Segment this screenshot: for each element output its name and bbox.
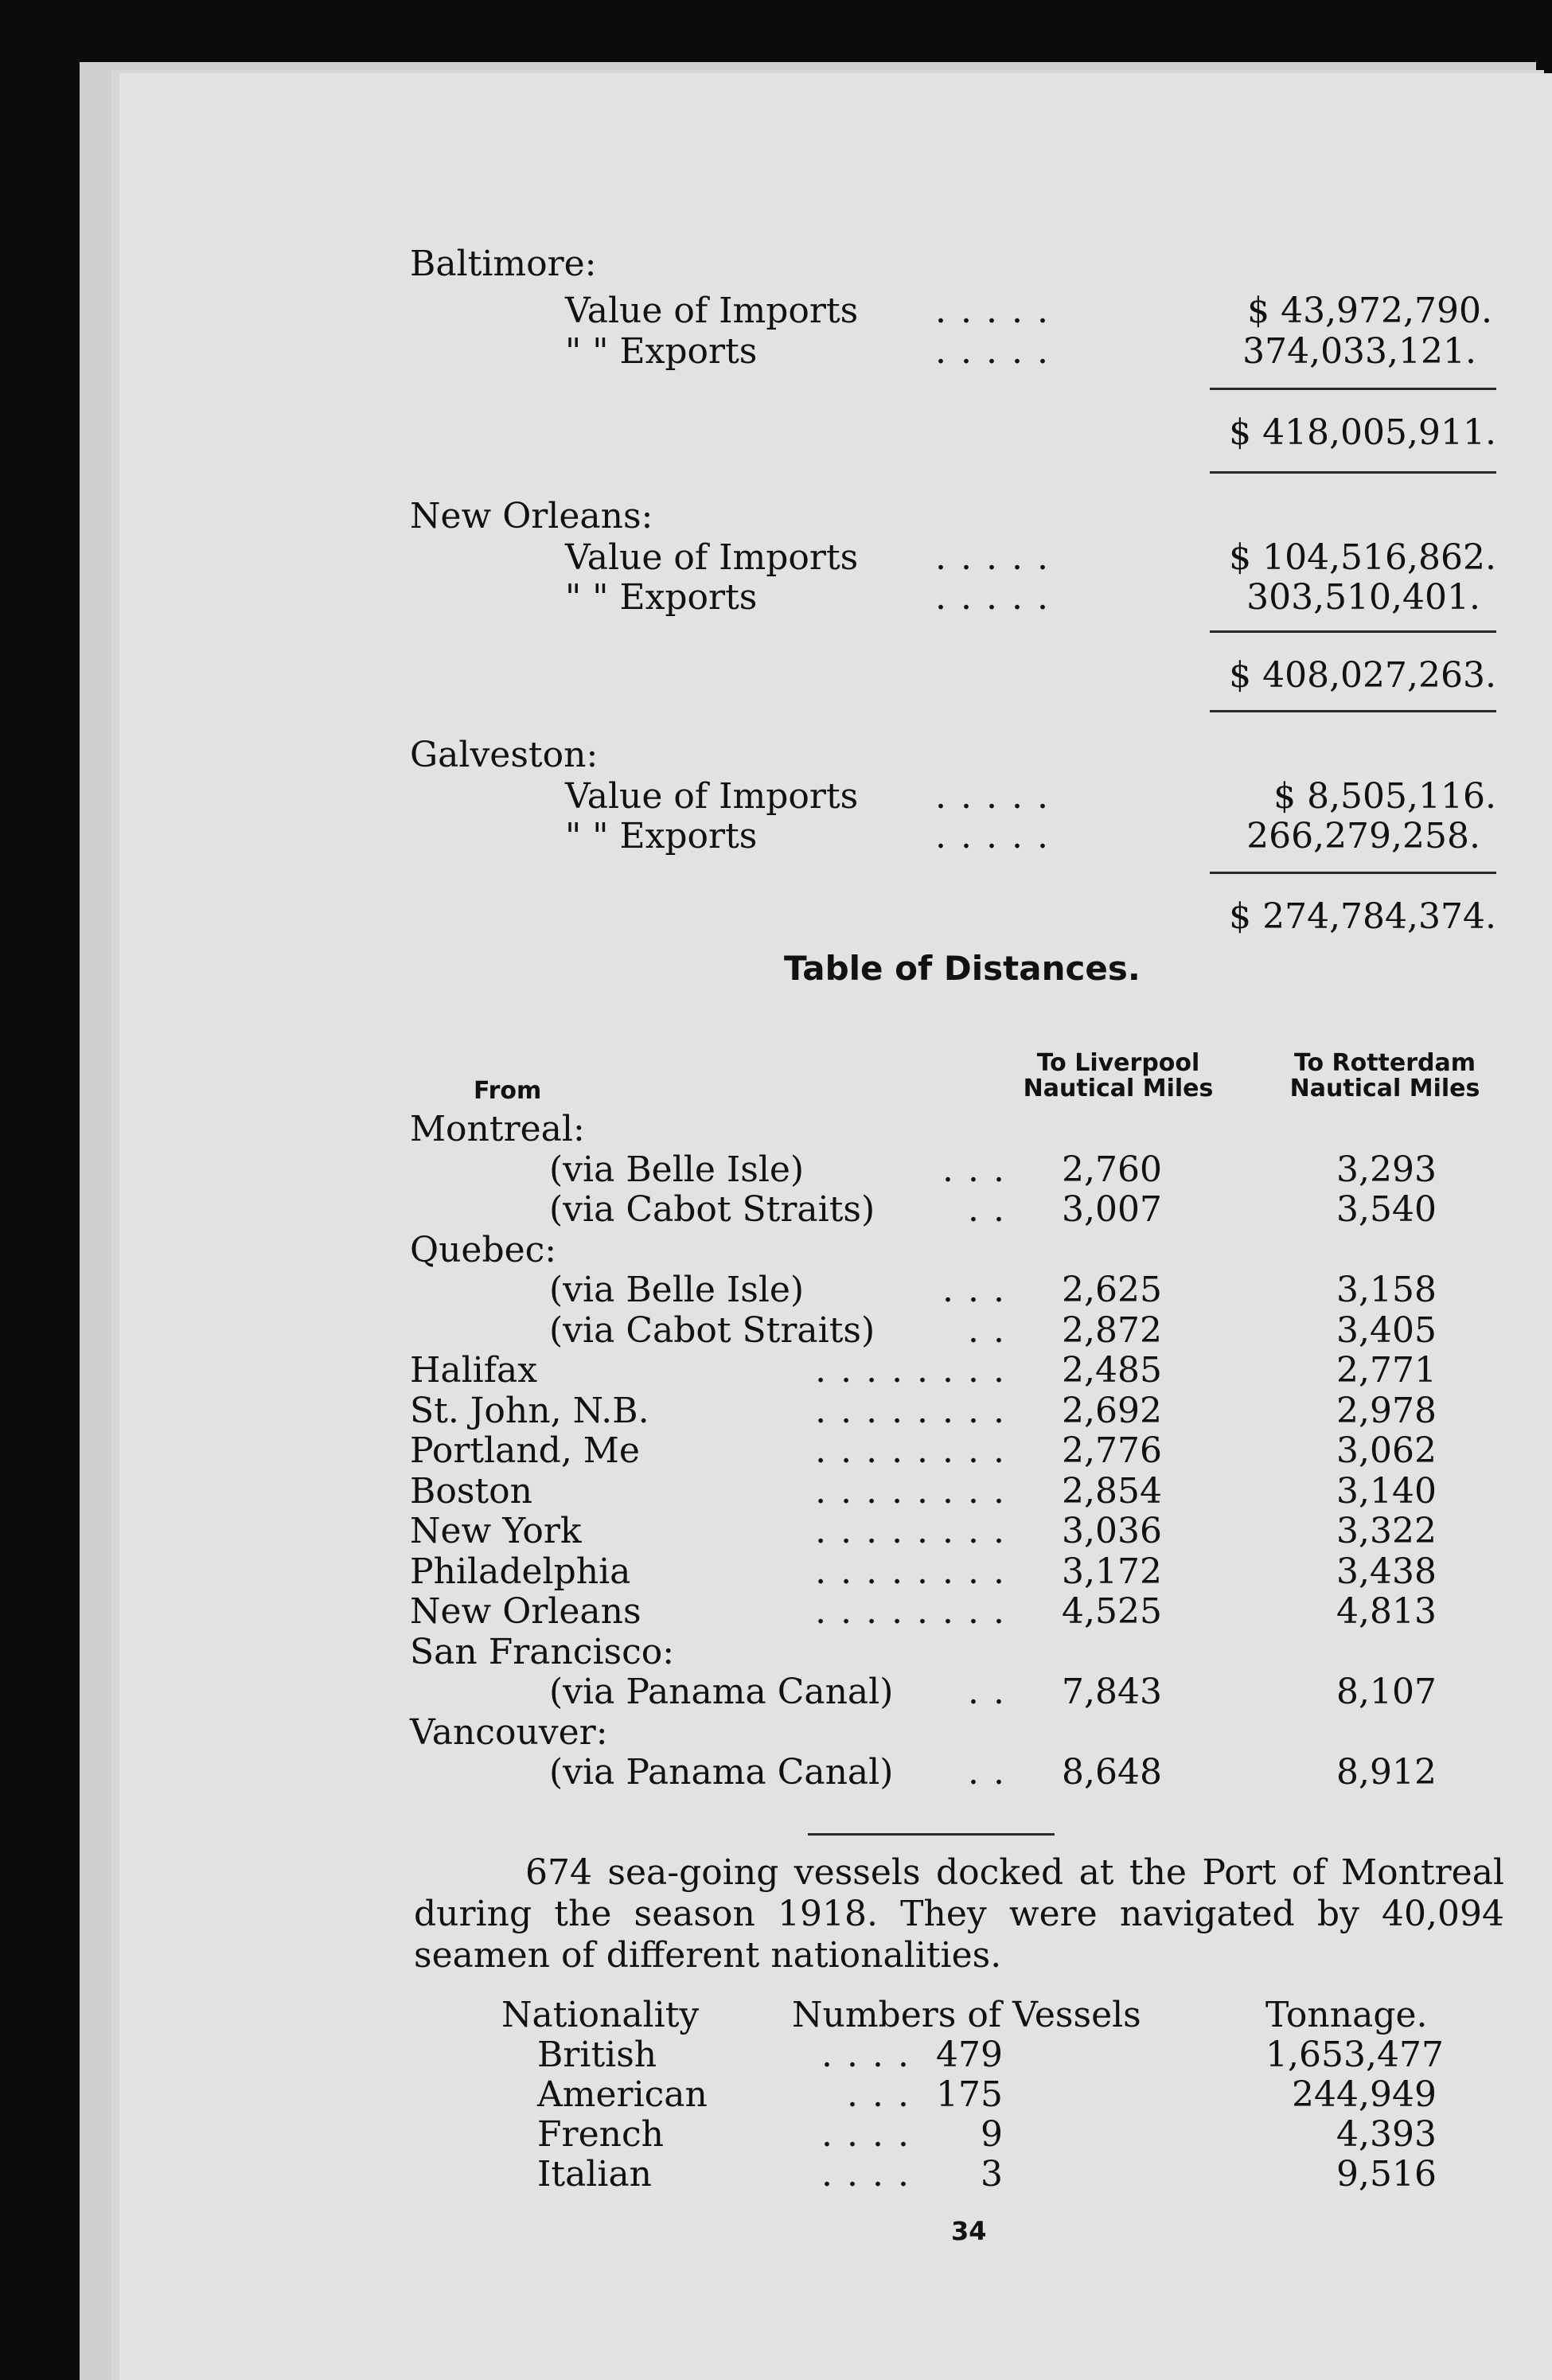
liverpool-miles: 3,036 <box>1062 1511 1162 1551</box>
exports-value: 303,510,401. <box>1246 577 1480 618</box>
dot-leader: ........ <box>815 1350 1019 1391</box>
liverpool-miles: 2,485 <box>1062 1350 1162 1391</box>
total-rule <box>1210 710 1496 712</box>
imports-label: Value of Imports <box>565 776 859 817</box>
distance-route: (via Panama Canal) <box>549 1672 894 1712</box>
distance-place: Philadelphia <box>410 1551 631 1592</box>
total-value: $ 418,005,911. <box>1229 412 1496 453</box>
rotterdam-miles: 8,912 <box>1336 1752 1437 1793</box>
distance-route: (via Belle Isle) <box>549 1149 805 1190</box>
vessel-tonnage: 9,516 <box>1336 2154 1437 2195</box>
distance-place: St. John, N.B. <box>410 1391 649 1431</box>
exports-label: " " Exports <box>565 577 758 618</box>
col-liverpool-header: To Liverpool Nautical Miles <box>1023 1049 1214 1102</box>
vessel-count: 3 <box>981 2154 1003 2195</box>
total-value: $ 408,027,263. <box>1229 655 1496 696</box>
dot-leader: .. <box>968 1310 1019 1351</box>
distance-route: (via Cabot Straits) <box>549 1310 875 1351</box>
distance-place: Montreal: <box>410 1109 585 1149</box>
distance-place: New Orleans <box>410 1591 641 1632</box>
rotterdam-miles: 8,107 <box>1336 1672 1437 1712</box>
liverpool-miles: 2,872 <box>1062 1310 1162 1351</box>
rotterdam-miles: 3,140 <box>1336 1471 1437 1512</box>
dot-leader: ..... <box>935 816 1063 856</box>
distance-route: (via Panama Canal) <box>549 1752 894 1793</box>
imports-value: $ 8,505,116. <box>1273 776 1496 817</box>
vessel-nationality: American <box>537 2074 708 2115</box>
vessel-nationality: French <box>537 2114 664 2155</box>
liverpool-miles: 2,625 <box>1062 1270 1162 1310</box>
rotterdam-miles: 2,978 <box>1336 1391 1437 1431</box>
dot-leader: ........ <box>815 1471 1019 1512</box>
sum-rule <box>1210 388 1496 390</box>
dot-leader: ..... <box>935 577 1063 618</box>
dot-leader: ........ <box>815 1430 1019 1471</box>
sum-rule <box>1210 872 1496 874</box>
dot-leader: ..... <box>935 537 1063 578</box>
exports-label: " " Exports <box>565 816 758 856</box>
exports-value: 374,033,121. <box>1242 331 1476 372</box>
exports-label: " " Exports <box>565 331 758 372</box>
liverpool-miles: 2,692 <box>1062 1391 1162 1431</box>
trade-port-label: Galveston: <box>410 735 599 775</box>
vessel-tonnage: 4,393 <box>1336 2114 1437 2155</box>
liverpool-miles: 8,648 <box>1062 1752 1162 1793</box>
vessel-nationality: Italian <box>537 2154 653 2195</box>
dot-leader: .. <box>968 1189 1019 1230</box>
vessel-tonnage: 244,949 <box>1292 2074 1437 2115</box>
dot-leader: ... <box>942 1270 1019 1310</box>
liverpool-miles: 2,760 <box>1062 1149 1162 1190</box>
dot-leader: ........ <box>815 1511 1019 1551</box>
imports-label: Value of Imports <box>565 291 859 331</box>
rotterdam-miles: 3,405 <box>1336 1310 1437 1351</box>
total-value: $ 274,784,374. <box>1229 896 1496 937</box>
sum-rule <box>1210 630 1496 633</box>
vessels-paragraph: 674 sea-going vessels docked at the Port of Montreal during the season 1918. They were navigated by 40,094 seamen of different nationalities. <box>414 1852 1504 1976</box>
page-number: 34 <box>951 2216 987 2246</box>
rotterdam-miles: 2,771 <box>1336 1350 1437 1391</box>
rotterdam-miles: 3,322 <box>1336 1511 1437 1551</box>
nationality-header: Nationality <box>501 1995 700 2035</box>
dot-leader: .. <box>968 1752 1019 1793</box>
distance-place: Halifax <box>410 1350 538 1391</box>
distance-place: New York <box>410 1511 582 1551</box>
trade-port-label: New Orleans: <box>410 496 653 536</box>
dot-leader: .... <box>821 2114 923 2155</box>
dot-leader: .. <box>968 1672 1019 1712</box>
numbers-header: Numbers of Vessels <box>792 1995 1141 2035</box>
dot-leader: ... <box>847 2074 923 2115</box>
dot-leader: ..... <box>935 331 1063 372</box>
dot-leader: ... <box>942 1149 1019 1190</box>
dot-leader: .... <box>821 2154 923 2195</box>
vessel-nationality: British <box>537 2035 657 2075</box>
rotterdam-miles: 3,438 <box>1336 1551 1437 1592</box>
vessel-tonnage: 1,653,477 <box>1265 2035 1444 2075</box>
distance-place: Boston <box>410 1471 532 1512</box>
dot-leader: ........ <box>815 1591 1019 1632</box>
col-rotterdam-header: To Rotterdam Nautical Miles <box>1289 1049 1480 1102</box>
vessel-count: 9 <box>981 2114 1003 2155</box>
from-header: From <box>474 1077 542 1105</box>
rotterdam-miles: 3,158 <box>1336 1270 1437 1310</box>
dot-leader: ..... <box>935 776 1063 817</box>
distances-title: Table of Distances. <box>784 949 1141 988</box>
document-page <box>119 73 1552 2380</box>
distance-route: (via Belle Isle) <box>549 1270 805 1310</box>
liverpool-miles: 3,007 <box>1062 1189 1162 1230</box>
dot-leader: ........ <box>815 1551 1019 1592</box>
rotterdam-miles: 3,062 <box>1336 1430 1437 1471</box>
liverpool-miles: 2,776 <box>1062 1430 1162 1471</box>
distance-place: Quebec: <box>410 1230 557 1270</box>
imports-label: Value of Imports <box>565 537 859 578</box>
rotterdam-miles: 3,293 <box>1336 1149 1437 1190</box>
exports-value: 266,279,258. <box>1246 816 1480 856</box>
tonnage-header: Tonnage. <box>1265 1995 1428 2035</box>
dot-leader: ........ <box>815 1391 1019 1431</box>
distance-route: (via Cabot Straits) <box>549 1189 875 1230</box>
dot-leader: .... <box>821 2035 923 2075</box>
imports-value: $ 43,972,790. <box>1247 291 1492 331</box>
dot-leader: ..... <box>935 291 1063 331</box>
liverpool-miles: 2,854 <box>1062 1471 1162 1512</box>
vessel-count: 479 <box>936 2035 1003 2075</box>
rotterdam-miles: 4,813 <box>1336 1591 1437 1632</box>
trade-port-label: Baltimore: <box>410 244 597 284</box>
imports-value: $ 104,516,862. <box>1229 537 1496 578</box>
distance-place: San Francisco: <box>410 1632 675 1672</box>
distance-place: Portland, Me <box>410 1430 640 1471</box>
rotterdam-miles: 3,540 <box>1336 1189 1437 1230</box>
vessel-count: 175 <box>936 2074 1003 2115</box>
section-divider <box>808 1833 1055 1836</box>
liverpool-miles: 3,172 <box>1062 1551 1162 1592</box>
total-rule <box>1210 471 1496 474</box>
distance-place: Vancouver: <box>410 1712 608 1753</box>
liverpool-miles: 7,843 <box>1062 1672 1162 1712</box>
liverpool-miles: 4,525 <box>1062 1591 1162 1632</box>
